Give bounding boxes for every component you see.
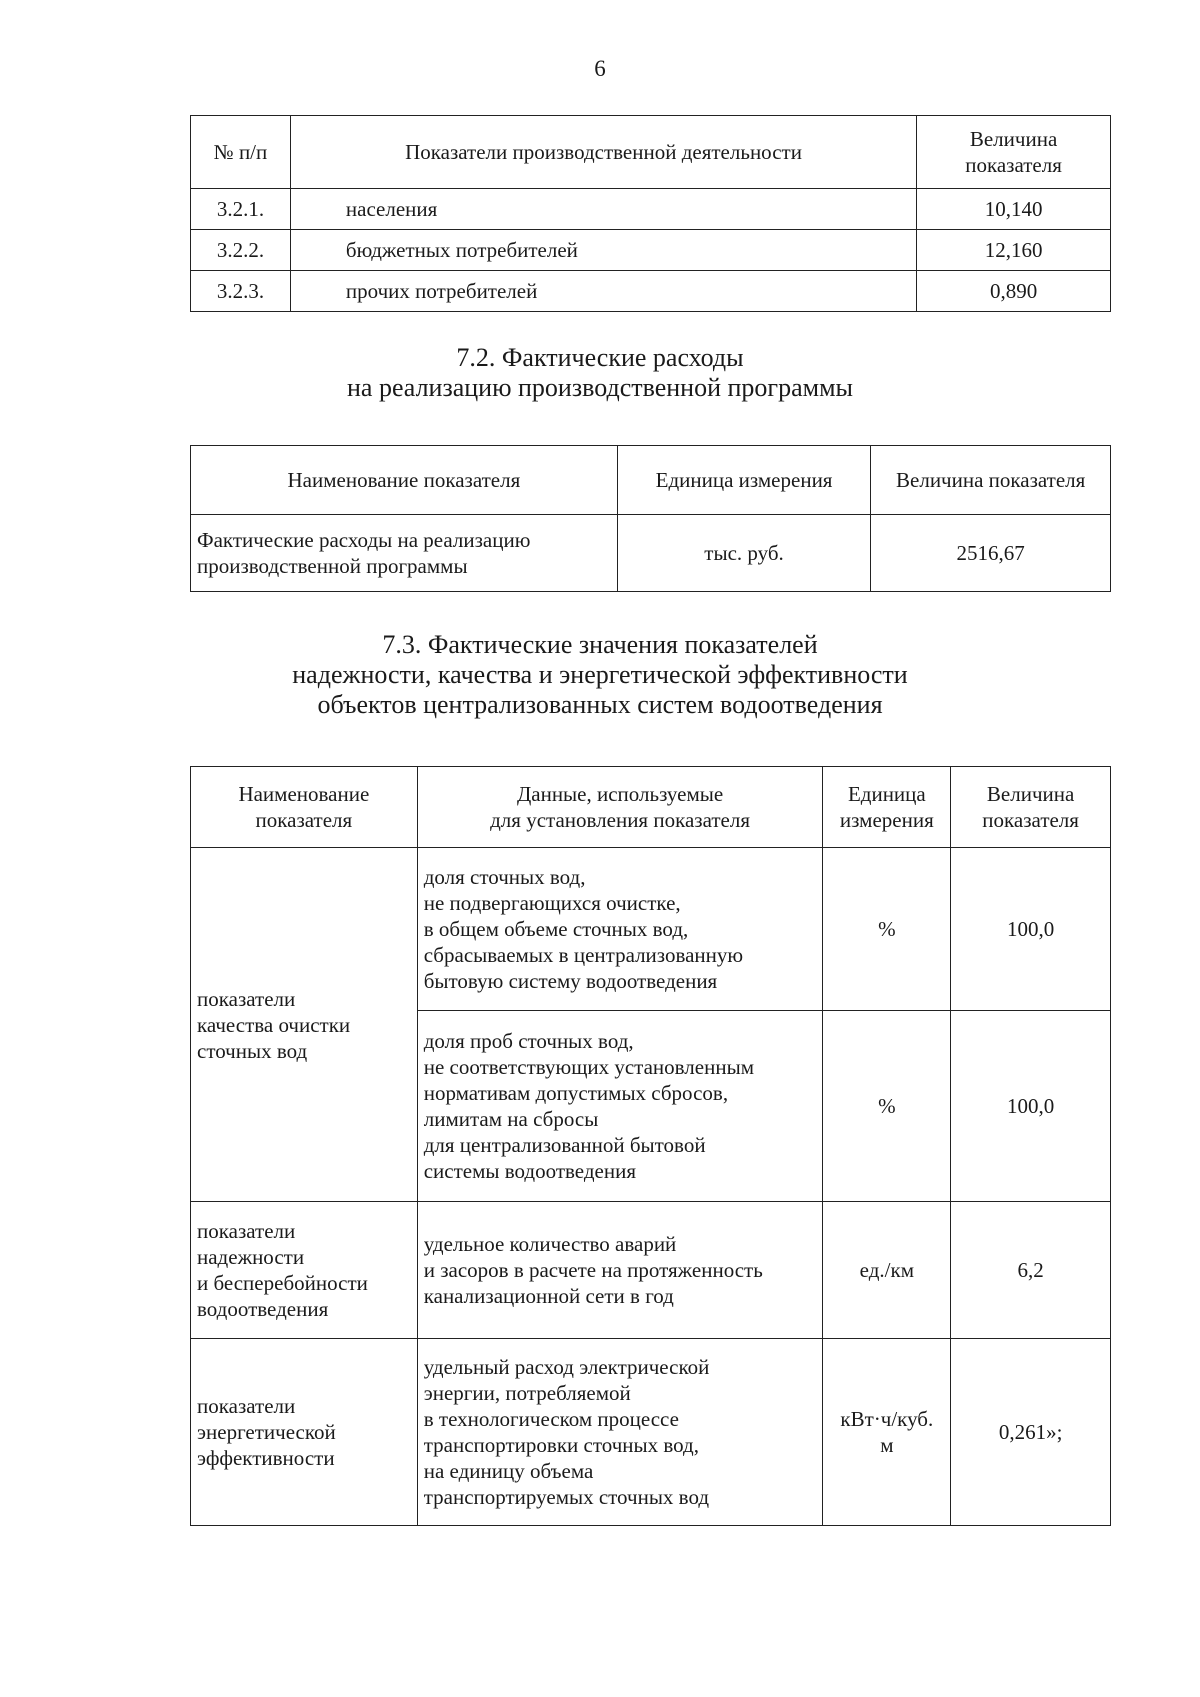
- row-name: бюджетных потребителей: [290, 230, 916, 271]
- row-value: 100,0: [951, 848, 1111, 1011]
- table-row: [191, 271, 1111, 312]
- table-header-row: [191, 446, 1111, 515]
- data-line: в общем объеме сточных вод,: [423, 917, 689, 941]
- name-line: надежности: [197, 1245, 305, 1269]
- name-line: показатели: [197, 1394, 296, 1418]
- header-line: измерения: [839, 808, 934, 832]
- header-unit: [823, 767, 951, 848]
- row-value: 2516,67: [871, 515, 1111, 592]
- data-line: лимитам на сбросы: [423, 1107, 599, 1131]
- header-value: Величина показателя: [871, 446, 1111, 515]
- table-row: [191, 1339, 1111, 1526]
- data-line: не подвергающихся очистке,: [423, 891, 681, 915]
- row-name: населения: [290, 189, 916, 230]
- data-line: не соответствующих установленным: [423, 1055, 754, 1079]
- name-line: энергетической: [197, 1420, 336, 1444]
- table-row: [191, 1202, 1111, 1339]
- row-number: 3.2.2.: [191, 230, 291, 271]
- actual-expenses-table: [190, 445, 1111, 592]
- header-data: [417, 767, 823, 848]
- row-data: [417, 1339, 823, 1526]
- row-name: прочих потребителей: [290, 271, 916, 312]
- group-name-cleaning-quality: [191, 848, 418, 1202]
- row-unit: тыс. руб.: [617, 515, 871, 592]
- section-title-line: на реализацию производственной программы: [346, 373, 853, 402]
- data-line: в технологическом процессе: [423, 1407, 679, 1431]
- header-indicator: Показатели производственной деятельности: [290, 116, 916, 189]
- row-name-line: Фактические расходы на реализацию: [197, 528, 531, 552]
- table-header-row: [191, 116, 1111, 189]
- header-value: Величина показателя: [917, 116, 1111, 189]
- header-name: [191, 767, 418, 848]
- header-line: Наименование: [238, 782, 370, 806]
- row-value: 10,140: [917, 189, 1111, 230]
- data-line: системы водоотведения: [423, 1159, 636, 1183]
- reliability-quality-efficiency-table: [190, 766, 1111, 1526]
- row-unit: [823, 1339, 951, 1526]
- header-value: [951, 767, 1111, 848]
- data-line: нормативам допустимых сбросов,: [423, 1081, 729, 1105]
- unit-line: м: [880, 1433, 894, 1457]
- row-value: 0,261»;: [951, 1339, 1111, 1526]
- row-unit: %: [823, 1011, 951, 1202]
- section-7-3-title: [0, 630, 1200, 720]
- header-line: показателя: [255, 808, 353, 832]
- row-value: 12,160: [917, 230, 1111, 271]
- table-row: [191, 230, 1111, 271]
- section-title-line: объектов централизованных систем водоотведения: [317, 690, 883, 719]
- group-name-energy-efficiency: [191, 1339, 418, 1526]
- data-line: транспортируемых сточных вод: [423, 1485, 710, 1509]
- data-line: энергии, потребляемой: [423, 1381, 631, 1405]
- name-line: показатели: [197, 1219, 296, 1243]
- header-line: Данные, используемые: [516, 782, 724, 806]
- section-title-line: надежности, качества и энергетической эффективности: [292, 660, 908, 689]
- data-line: сбрасываемых в централизованную: [423, 943, 744, 967]
- data-line: на единицу объема: [423, 1459, 594, 1483]
- row-name: [191, 515, 618, 592]
- page-number: 6: [594, 56, 606, 81]
- name-line: эффективности: [197, 1446, 335, 1470]
- table-row: [191, 515, 1111, 592]
- data-line: и засоров в расчете на протяженность: [423, 1258, 763, 1282]
- header-unit: Единица измерения: [617, 446, 871, 515]
- data-line: доля сточных вод,: [423, 865, 586, 889]
- row-unit: %: [823, 848, 951, 1011]
- name-line: сточных вод: [197, 1038, 308, 1063]
- name-line: и бесперебойности: [197, 1271, 368, 1295]
- data-line: канализационной сети в год: [423, 1284, 674, 1308]
- header-line: Единица: [847, 782, 926, 806]
- data-line: удельное количество аварий: [423, 1232, 677, 1256]
- header-number: № п/п: [191, 116, 291, 189]
- row-data: [417, 848, 823, 1011]
- data-line: для централизованной бытовой: [423, 1133, 706, 1157]
- header-line: для установления показателя: [490, 808, 750, 832]
- row-number: 3.2.3.: [191, 271, 291, 312]
- section-title-line: 7.3. Фактические значения показателей: [382, 630, 818, 659]
- row-number: 3.2.1.: [191, 189, 291, 230]
- row-unit: ед./км: [823, 1202, 951, 1339]
- name-line: водоотведения: [197, 1297, 329, 1321]
- row-value: 0,890: [917, 271, 1111, 312]
- section-title-line: 7.2. Фактические расходы: [456, 343, 744, 372]
- group-name-reliability: [191, 1202, 418, 1339]
- table-row: [191, 848, 1111, 1011]
- row-value: 6,2: [951, 1202, 1111, 1339]
- data-line: транспортировки сточных вод,: [423, 1433, 699, 1457]
- table-row: [191, 189, 1111, 230]
- unit-line: кВт·ч/куб.: [840, 1407, 934, 1431]
- name-line: качества очистки: [197, 1012, 351, 1037]
- data-line: удельный расход электрической: [423, 1355, 710, 1379]
- table-header-row: [191, 767, 1111, 848]
- header-line: показателя: [982, 808, 1079, 832]
- data-line: доля проб сточных вод,: [423, 1029, 634, 1053]
- section-7-2-title: [0, 343, 1200, 403]
- header-line: Величина: [986, 782, 1075, 806]
- row-name-line: производственной программы: [197, 554, 468, 578]
- production-indicators-table: [190, 115, 1111, 312]
- row-data: [417, 1202, 823, 1339]
- row-value: 100,0: [951, 1011, 1111, 1202]
- name-line: показатели: [197, 986, 296, 1011]
- data-line: бытовую систему водоотведения: [423, 969, 718, 993]
- header-name: Наименование показателя: [191, 446, 618, 515]
- row-data: [417, 1011, 823, 1202]
